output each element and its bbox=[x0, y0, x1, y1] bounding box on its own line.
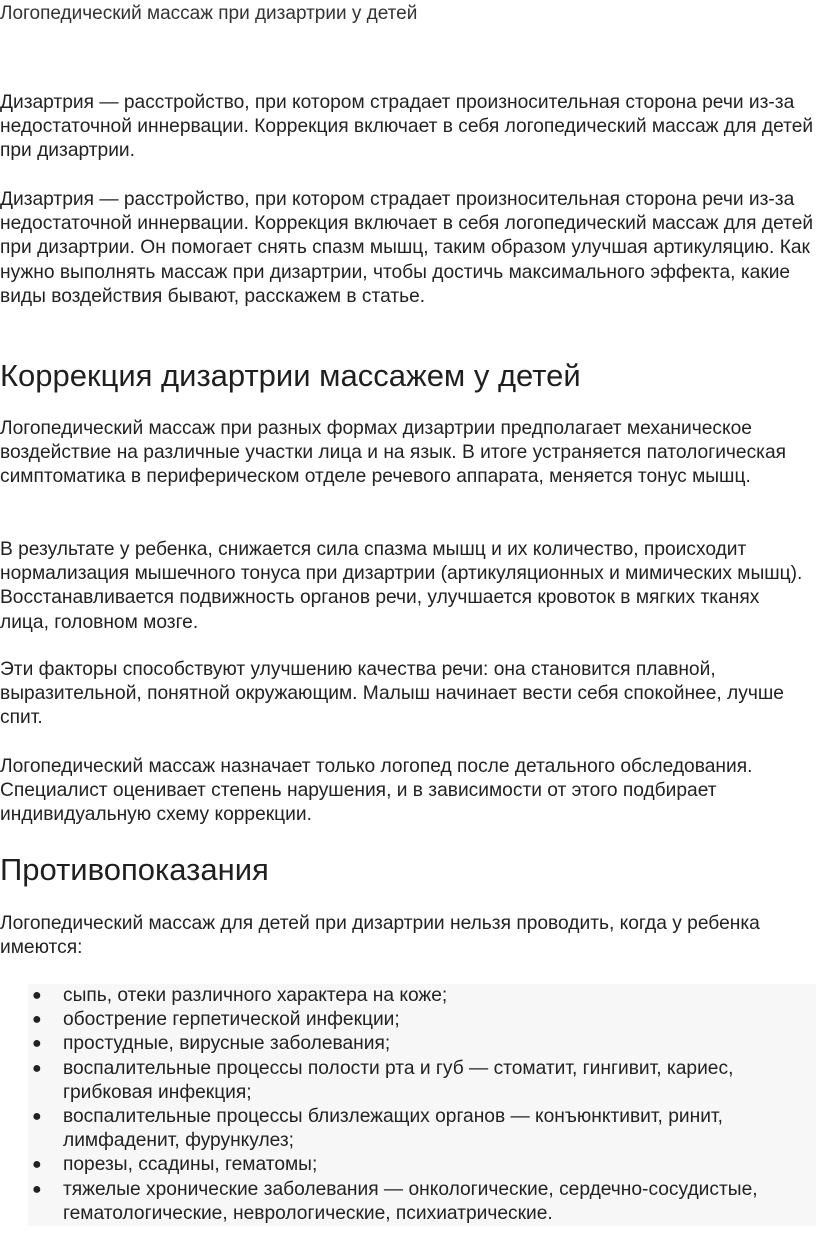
list-item bbox=[28, 1153, 816, 1177]
bullet-icon: ● bbox=[32, 987, 42, 1004]
correction-paragraph-2: В результате у ребенка, снижается сила спазма мышц и их количество, происходит нормализация мышечного тонуса при дизартрии (артикуляционных и мимических мышц). Восстанавливается подвижность органов речи, улучшается кровоток в мягких тканях лица, головном мозге. bbox=[0, 539, 803, 633]
list-item-text: сыпь, отеки различного характера на коже; bbox=[63, 985, 448, 1006]
bullet-icon: ● bbox=[32, 1156, 42, 1174]
bullet-icon: ● bbox=[32, 1180, 42, 1198]
list-item bbox=[28, 1105, 816, 1153]
list-item bbox=[28, 1178, 816, 1226]
contraindications-list bbox=[28, 984, 816, 1226]
list-item-text: обострение герпетической инфекции; bbox=[63, 1009, 400, 1031]
bullet-icon: ● bbox=[32, 1108, 42, 1126]
list-item-text: порезы, ссадины, гематомы; bbox=[63, 1154, 318, 1176]
intro-paragraph-1: Дизартрия — расстройство, при котором страдает произносительная сторона речи из-за недостаточной иннервации. Коррекция включает в себя логопедический массаж для детей при дизартрии. bbox=[0, 92, 814, 162]
list-item bbox=[28, 1057, 816, 1105]
list-item-text: воспалительные процессы близлежащих органов — конъюнктивит, ринит, лимфаденит, фурункулез; bbox=[63, 1106, 723, 1152]
section-heading-correction: Коррекция дизартрии массажем у детей bbox=[0, 358, 581, 393]
list-item bbox=[28, 1032, 816, 1056]
list-item-text: воспалительные процессы полости рта и губ — стоматит, гингивит, кариес, грибковая инфекция; bbox=[63, 1057, 734, 1103]
list-item-text: тяжелые хронические заболевания — онкологические, сердечно-сосудистые, гематологические, неврологические, психиатрические. bbox=[63, 1178, 758, 1224]
correction-paragraph-3: Эти факторы способствуют улучшению качества речи: она становится плавной, выразительной, понятной окружающим. Малыш начинает вести себя спокойнее, лучше спит. bbox=[0, 659, 784, 729]
contraindications-intro: Логопедический массаж для детей при дизартрии нельзя проводить, когда у ребенка имеются: bbox=[0, 913, 760, 959]
list-item-text: простудные, вирусные заболевания; bbox=[63, 1033, 391, 1055]
section-heading-contraindications: Противопоказания bbox=[0, 852, 269, 887]
intro-paragraph-2: Дизартрия — расстройство, при котором страдает произносительная сторона речи из-за недостаточной иннервации. Коррекция включает в себя логопедический массаж для детей при дизартрии. Он помогает снять спазм мышц, таким образом улучшая артикуляцию. Как нужно выполнять массаж при дизартрии, чтобы достичь максимального эффекта, какие виды воздействия бывают, расскажем в статье. bbox=[0, 189, 814, 307]
bullet-icon: ● bbox=[32, 1059, 42, 1077]
correction-paragraph-1: Логопедический массаж при разных формах дизартрии предполагает механическое воздействие на различные участки лица и на язык. В итоге устраняется патологическая симптоматика в периферическом отделе речевого аппарата, меняется тонус мышц. bbox=[0, 418, 787, 488]
list-item bbox=[28, 984, 816, 1008]
document-title: Логопедический массаж при дизартрии у детей bbox=[0, 3, 418, 24]
list-item bbox=[28, 1008, 816, 1032]
correction-paragraph-4: Логопедический массаж назначает только логопед после детального обследования. Специалист оценивает степень нарушения, и в зависимости от этого подбирает индивидуальную схему коррекции. bbox=[0, 756, 753, 826]
bullet-icon: ● bbox=[32, 1035, 42, 1053]
bullet-icon: ● bbox=[32, 1011, 42, 1029]
